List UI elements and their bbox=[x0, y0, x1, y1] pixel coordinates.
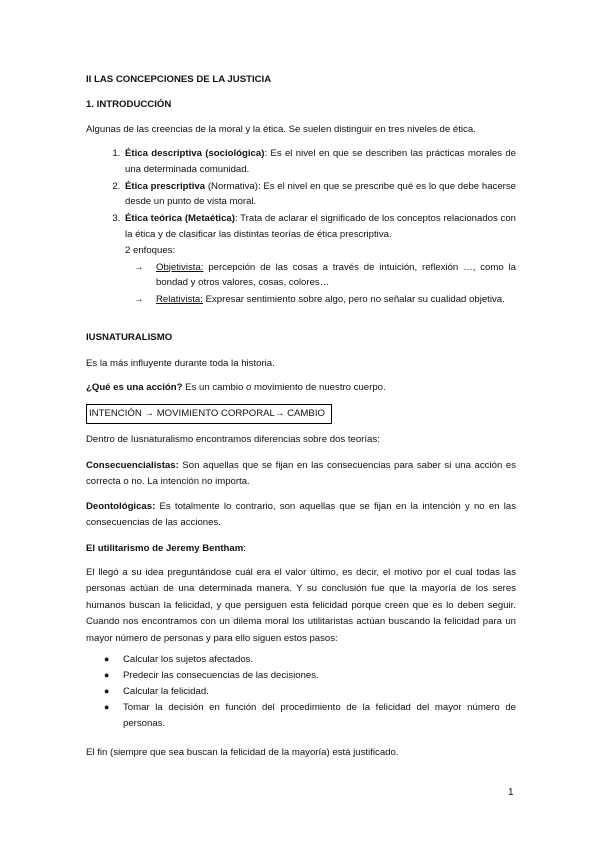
bentham-steps-list bbox=[86, 652, 516, 732]
intro-paragraph: Algunas de las creencias de la moral y la ética. Se suelen distinguir en tres niveles de ética. bbox=[86, 124, 476, 135]
deontologicas-paragraph bbox=[86, 499, 516, 531]
deontologicas-text: Es totalmente lo contrario, son aquellas que se fijan en la intención y no en las consecuencias de las acciones. bbox=[86, 501, 516, 528]
enfoques-label: 2 enfoques: bbox=[125, 245, 176, 256]
list-item bbox=[104, 652, 516, 668]
item-text: : Es el nivel en que se prescribe qué es lo que debe hacerse desde un punto de vista moral. bbox=[125, 180, 516, 207]
list-item bbox=[104, 668, 516, 684]
enfoque-term: Relativista: bbox=[156, 293, 203, 305]
bullet-icon: ● bbox=[104, 654, 110, 664]
ius-paragraph: Es la más influyente durante toda la historia. bbox=[86, 358, 275, 369]
bentham-conclusion: El fin (siempre que sea buscan la felicidad de la mayoría) está justificado. bbox=[86, 747, 399, 758]
page-title: II LAS CONCEPCIONES DE LA JUSTICIA bbox=[86, 74, 272, 85]
item-text: : Es el nivel en que se describen las prácticas morales de una determinada comunidad. bbox=[125, 148, 517, 175]
list-item bbox=[104, 684, 516, 700]
item-term: Ética descriptiva (sociológica) bbox=[125, 148, 265, 159]
ius-heading: IUSNATURALISMO bbox=[86, 332, 173, 343]
step-text: Tomar la decisión en función del procedimiento de la felicidad del mayor número de personas. bbox=[123, 702, 516, 729]
consecuencialistas-text: Son aquellas que se fijan en las consecuencias para saber si una acción es correcta o no. La intención no importa. bbox=[86, 460, 516, 487]
ethics-levels-list bbox=[86, 146, 516, 309]
bullet-icon: ● bbox=[104, 670, 110, 680]
step-text: Calcular la felicidad. bbox=[123, 686, 209, 697]
list-item bbox=[123, 179, 516, 210]
consecuencialistas-term: Consecuencialistas: bbox=[86, 460, 179, 471]
item-text: : Trata de aclarar el significado de los conceptos relacionados con la ética y de clasificar las distintas teorías de ética prescriptiva. bbox=[125, 213, 517, 240]
step-text: Calcular los sujetos afectados. bbox=[123, 654, 254, 665]
item-term: Ética teórica (Metaética) bbox=[125, 213, 235, 224]
bentham-heading-colon: : bbox=[243, 543, 246, 554]
list-item bbox=[123, 211, 516, 307]
step-text: Predecir las consecuencias de las decisiones. bbox=[123, 670, 319, 681]
bentham-heading-text: El utilitarismo de Jeremy Bentham bbox=[86, 543, 244, 554]
item-term-extra: (Normativa) bbox=[205, 180, 258, 192]
deontologicas-term: Deontológicas: bbox=[86, 501, 156, 512]
arrow-icon: → bbox=[134, 293, 144, 305]
list-item bbox=[123, 146, 516, 177]
question-term: ¿Qué es una acción? bbox=[86, 382, 183, 393]
action-diagram-box: INTENCIÓN → MOVIMIENTO CORPORAL→ CAMBIO bbox=[86, 404, 332, 424]
enfoque-text: percepción de las cosas a través de intuición, reflexión …, como la bondad y otros valores, cosas, colores… bbox=[156, 261, 516, 288]
arrow-icon: → bbox=[134, 261, 144, 273]
enfoque-item bbox=[125, 260, 516, 291]
consecuencialistas-paragraph bbox=[86, 458, 516, 490]
bentham-paragraph: El llegó a su idea preguntándose cuál era el valor último, es decir, el motivo por el cual todas las personas actúan de una determinada manera. Y su conclusión fue que la mayoría de los seres humanos buscan la felicidad, y que persiguen esta felicidad porque creen que es lo deben seguir. Cuando nos encontramos con un dilema moral los utilitaristas actúan buscando la felicidad para un mayor número de personas y para ello siguen estos pasos: bbox=[86, 567, 516, 644]
item-term: Ética prescriptiva bbox=[125, 180, 206, 192]
bullet-icon: ● bbox=[104, 702, 110, 712]
list-item bbox=[104, 700, 516, 731]
bullet-icon: ● bbox=[104, 686, 110, 696]
enfoque-item bbox=[125, 292, 516, 308]
enfoque-text: Expresar sentimiento sobre algo, pero no señalar su cualidad objetiva. bbox=[202, 293, 505, 305]
question-text: Es un cambio o movimiento de nuestro cuerpo. bbox=[182, 382, 386, 393]
page-number: 1 bbox=[508, 787, 514, 798]
enfoques-block bbox=[125, 243, 516, 307]
bentham-heading bbox=[86, 541, 516, 557]
action-question bbox=[86, 380, 516, 396]
enfoque-term: Objetivista: bbox=[156, 261, 204, 273]
theories-intro: Dentro de Iusnaturalismo encontramos diferencias sobre dos teorías: bbox=[86, 434, 380, 445]
intro-heading: 1. INTRODUCCIÓN bbox=[86, 99, 172, 110]
